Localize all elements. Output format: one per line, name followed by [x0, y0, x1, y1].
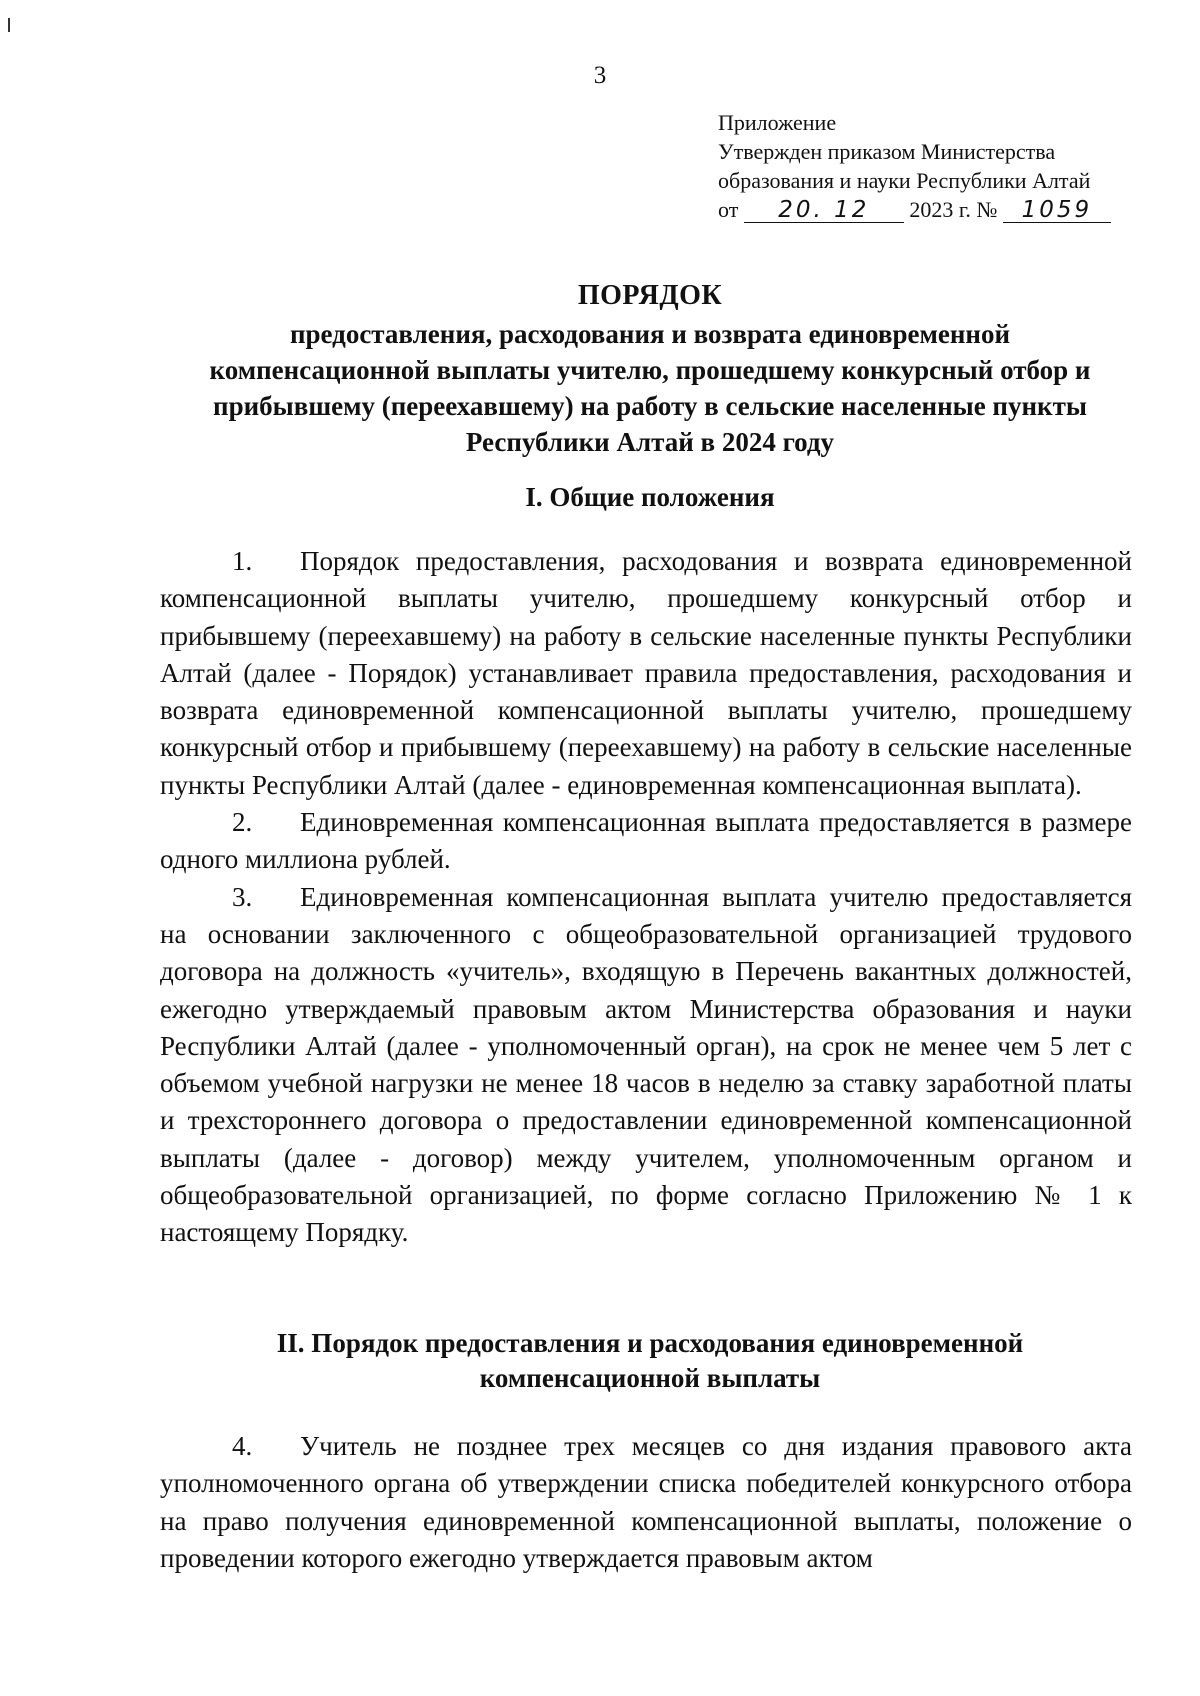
section-2-body	[160, 1428, 1132, 1577]
paragraph-3	[160, 879, 1132, 1252]
paragraph-1	[160, 543, 1132, 804]
approval-date-line	[718, 195, 1118, 224]
paragraph-number: 4.	[232, 1431, 253, 1461]
approval-line-ministry: образования и науки Республики Алтай	[718, 168, 1091, 193]
title-line-3: прибывшему (переехавшему) на работу в сельские населенные пункты	[213, 391, 1087, 421]
document-title	[130, 278, 1170, 460]
approval-stamp-block	[718, 108, 1118, 224]
title-line-2: компенсационной выплаты учителю, прошедшему конкурсный отбор и	[209, 355, 1091, 385]
section-1-heading: I. Общие положения	[525, 482, 775, 512]
paragraph-number: 3.	[232, 881, 253, 912]
section-2-heading-line-1: II. Порядок предоставления и расходования единовременной	[276, 1328, 1024, 1358]
handwritten-date: 20. 12	[744, 198, 904, 223]
approval-line-approved: Утвержден приказом Министерства	[718, 139, 1056, 164]
year-and-number-label: 2023 г. №	[909, 197, 998, 222]
title-main: ПОРЯДОК	[577, 280, 723, 311]
section-1-body	[160, 543, 1132, 1252]
section-2-heading-line-2: компенсационной выплаты	[479, 1363, 821, 1393]
paragraph-2	[160, 804, 1132, 879]
title-line-4: Республики Алтай в 2024 году	[465, 427, 835, 457]
page-number: 3	[593, 62, 607, 89]
paragraph-4	[160, 1428, 1132, 1577]
approval-line-appendix: Приложение	[718, 110, 837, 135]
title-line-1: предоставления, расходования и возврата единовременной	[289, 319, 1011, 349]
paragraph-text: Учитель не позднее трех месяцев со дня издания правового акта уполномоченного органа об утверждении списка победителей конкурсного отбора на право получения единовременной компенсационной выплаты, положение о проведении которого ежегодно утверждается правовым актом	[160, 1431, 1132, 1573]
paragraph-text: Порядок предоставления, расходования и возврата единовременной компенсационной выплаты учителю, прошедшему конкурсный отбор и прибывшему (переехавшему) на работу в сельские населенные пункты Республики Алтай (далее - Порядок) устанавливает правила предоставления, расходования и возврата единовременной компенсационной выплаты учителю, прошедшему конкурсный отбор и прибывшему (переехавшему) на работу в сельские населенные пункты Республики Алтай (далее - единовременная компенсационная выплата).	[160, 546, 1132, 800]
handwritten-order-number: 1059	[1003, 198, 1111, 223]
paragraph-text: Единовременная компенсационная выплата учителю предоставляется на основании заключенного с общеобразовательной организацией трудового договора на должность «учитель», входящую в Перечень вакантных должностей, ежегодно утверждаемый правовым актом Министерства образования и науки Республики Алтай (далее - уполномоченный орган), на срок не менее чем 5 лет с объемом учебной нагрузки не менее 18 часов в неделю за ставку заработной платы и трехстороннего договора о предоставлении единовременной компенсационной выплаты (далее - договор) между учителем, уполномоченным органом и общеобразовательной организацией, по форме согласно Приложению № 1 к настоящему Порядку.	[160, 881, 1132, 1248]
section-2-heading	[130, 1326, 1170, 1396]
scan-artifact	[8, 18, 10, 32]
paragraph-number: 1.	[232, 546, 253, 576]
date-prefix: от	[718, 197, 739, 222]
paragraph-text: Единовременная компенсационная выплата предоставляется в размере одного миллиона рублей.	[160, 807, 1132, 875]
paragraph-number: 2.	[232, 807, 253, 838]
